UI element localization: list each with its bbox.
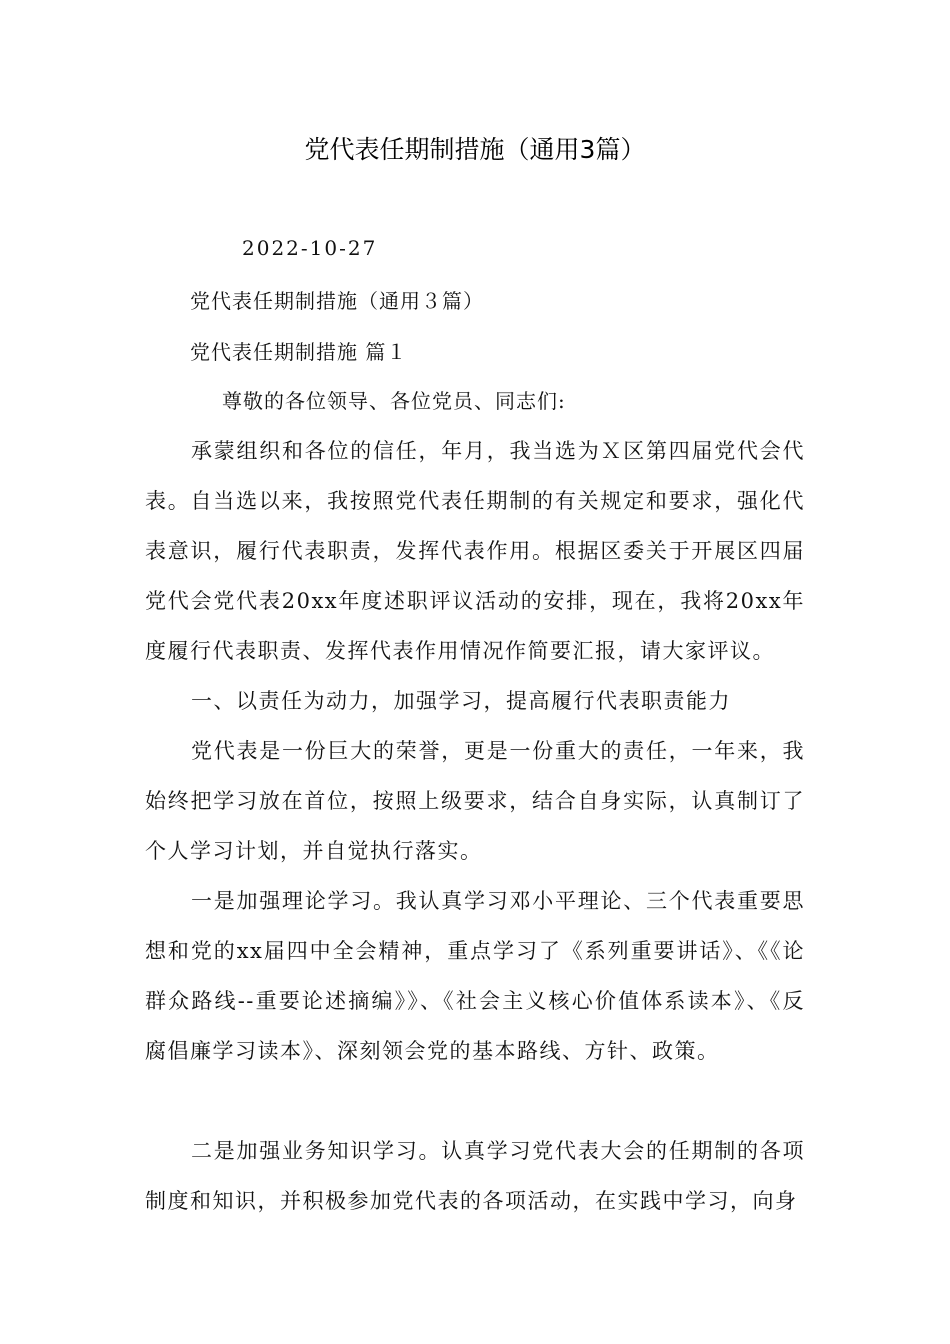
paragraph: 党代表是一份巨大的荣誉，更是一份重大的责任，一年来，我始终把学习放在首位，按照上级要求，结合自身实际，认真制订了个人学习计划，并自觉执行落实。	[145, 739, 805, 863]
document-date: 2022-10-27	[242, 236, 378, 260]
paragraph: 承蒙组织和各位的信任，年月，我当选为Ｘ区第四届党代会代表。自当选以来，我按照党代表任期制的有关规定和要求，强化代表意识，履行代表职责，发挥代表作用。根据区委关于开展区四届党代会党代表20xx年度述职评议活动的安排，现在，我将20xx年度履行代表职责、发挥代表作用情况作简要汇报，请大家评议。	[145, 439, 805, 663]
paragraph-heading: 一、以责任为动力，加强学习，提高履行代表职责能力	[191, 689, 731, 713]
paragraph: 一是加强理论学习。我认真学习邓小平理论、三个代表重要思想和党的xx届四中全会精神，重点学习了《系列重要讲话》、《《论群众路线--重要论述摘编》》、《社会主义核心价值体系读本》、《反腐倡廉学习读本》、深刻领会党的基本路线、方针、政策。	[145, 889, 805, 1063]
document-title: 党代表任期制措施（通用3篇）	[304, 135, 646, 164]
section-heading: 党代表任期制措施 篇１	[190, 340, 408, 364]
paragraph: 二是加强业务知识学习。认真学习党代表大会的任期制的各项制度和知识，并积极参加党代表的各项活动，在实践中学习，向身	[145, 1139, 805, 1213]
greeting: 尊敬的各位领导、各位党员、同志们:	[222, 389, 566, 413]
document-subtitle: 党代表任期制措施（通用３篇）	[190, 289, 484, 313]
